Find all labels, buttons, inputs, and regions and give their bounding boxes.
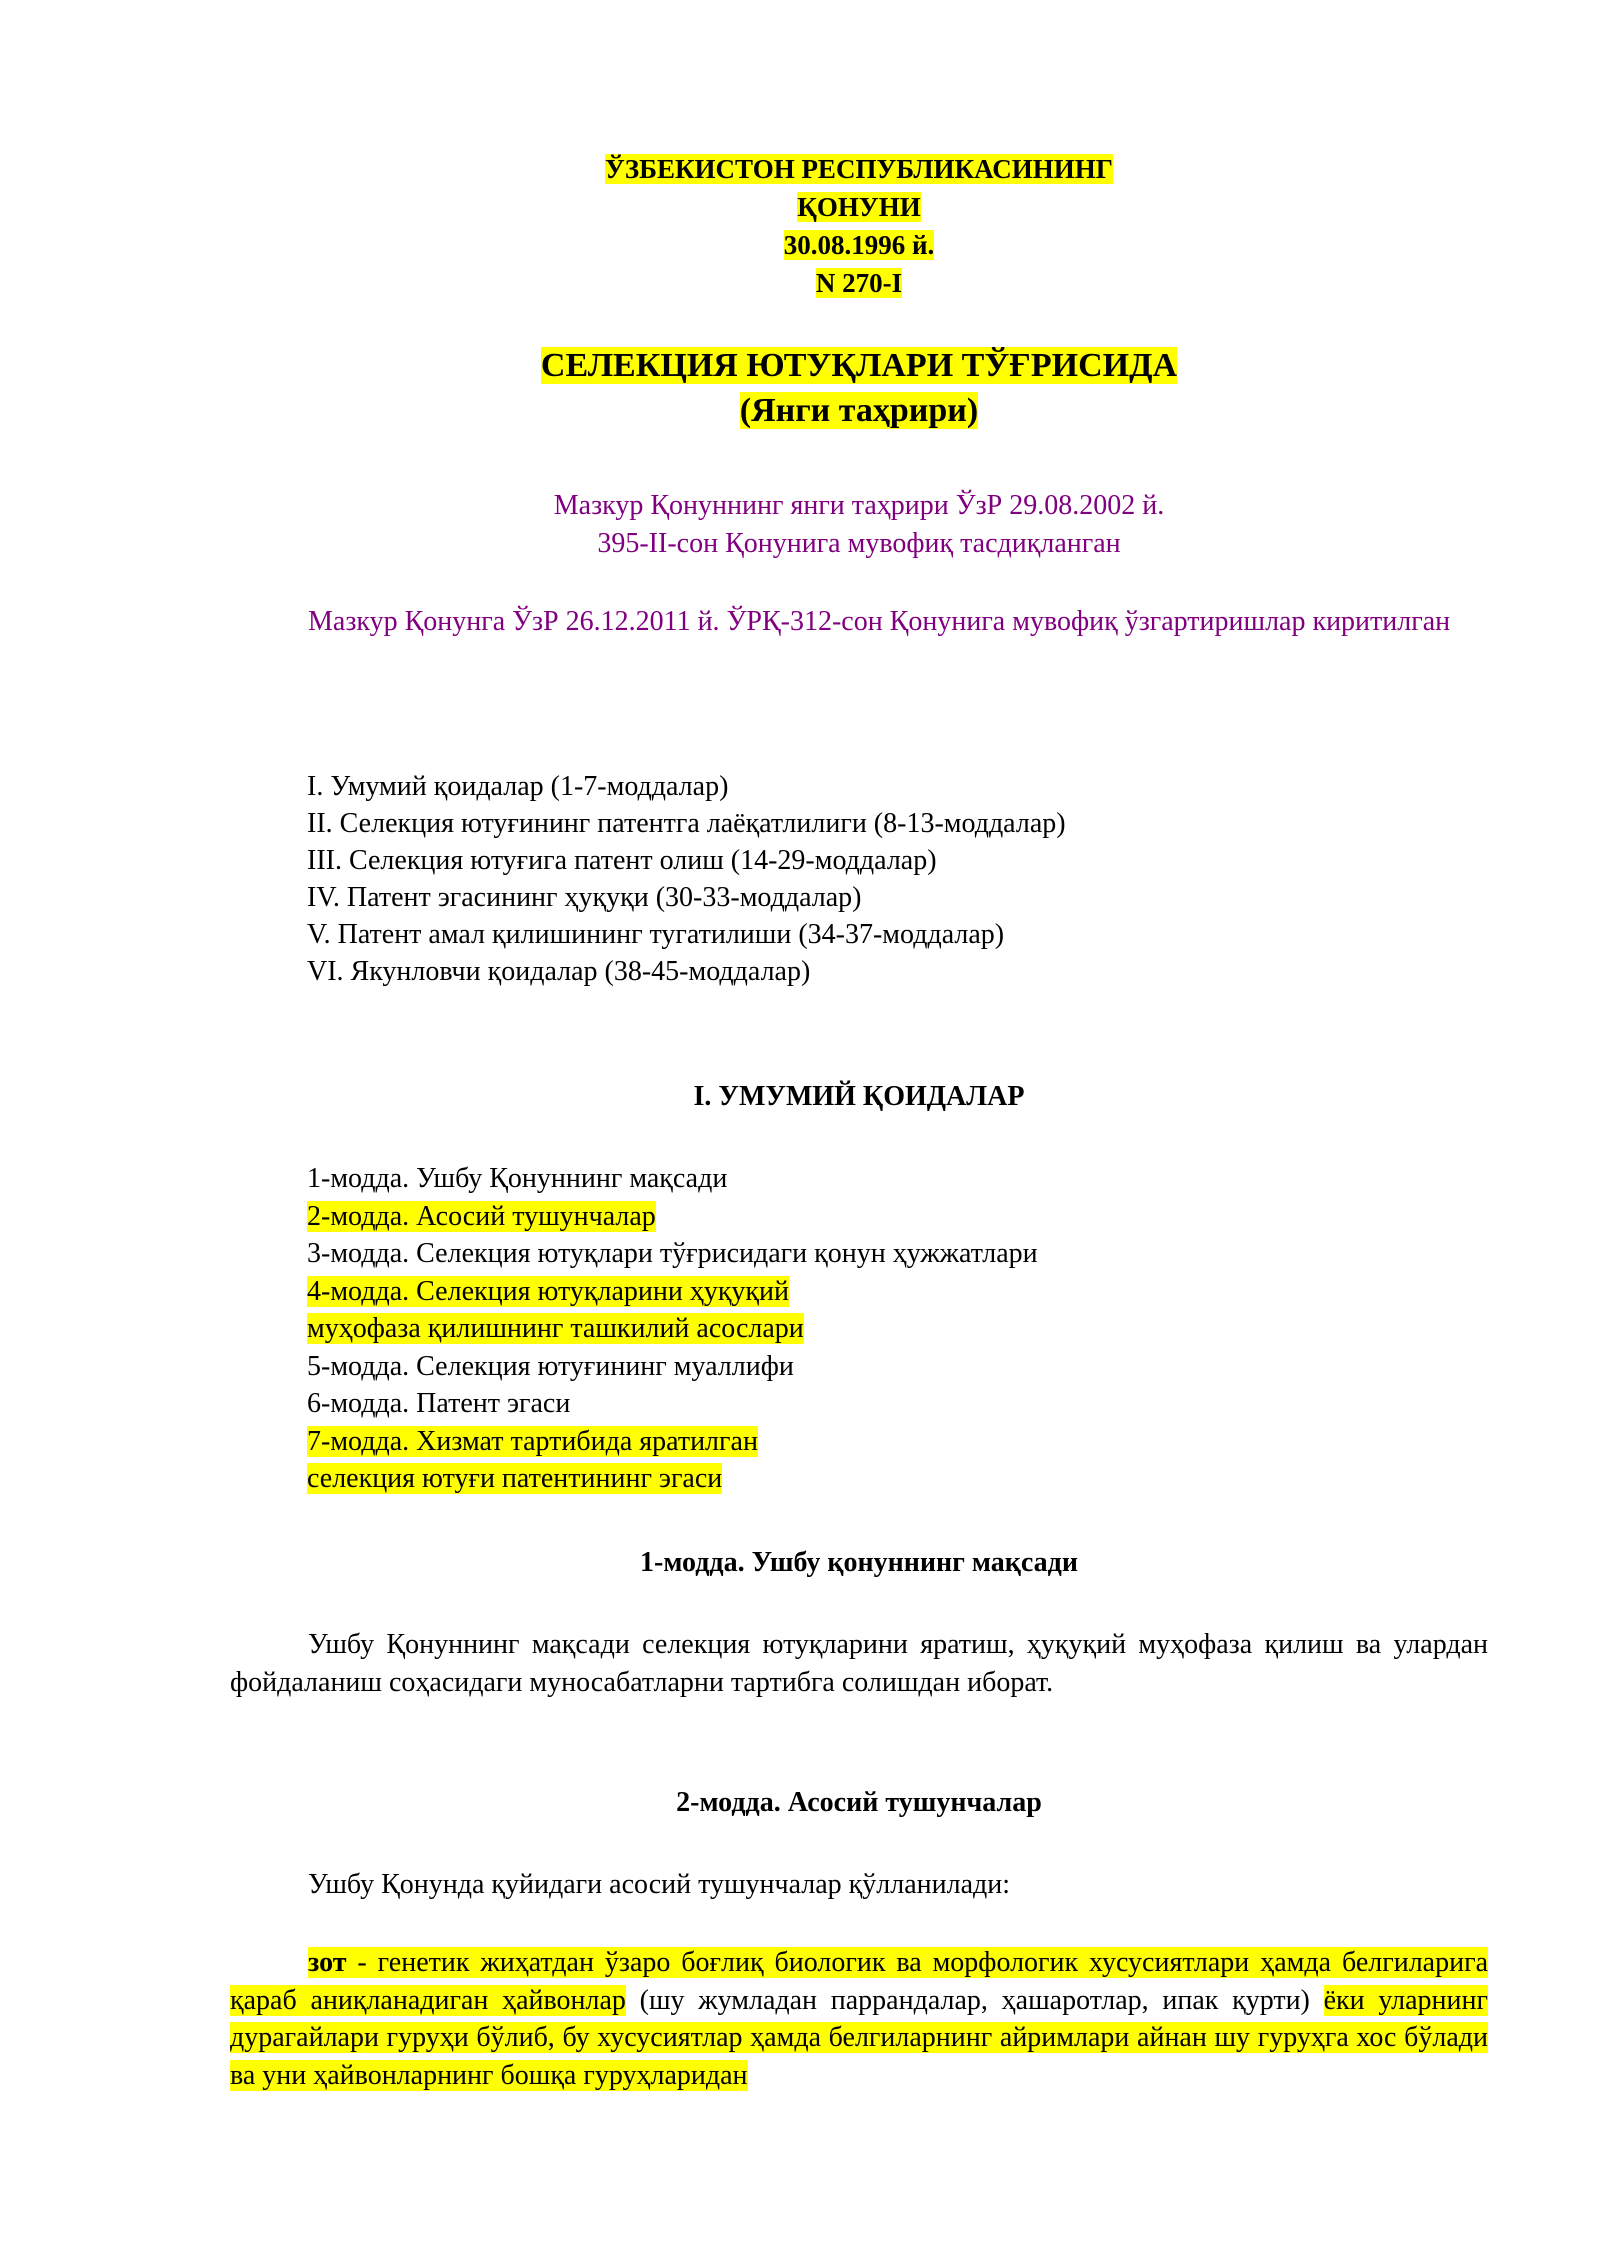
toc-item: I. Умумий қоидалар (1-7-моддалар) <box>307 771 729 802</box>
definition-zot <box>230 1944 1488 2094</box>
definition-text-part3: ёки уларнинг дурагайлари гуруҳи бўлиб, бу хусусиятлар ҳамда белгиларнинг айримлари айнан шу гуруҳга хос бўлади ва уни ҳайвонларнинг бошқа гуруҳларидан <box>230 1984 1488 2091</box>
article2-heading: 2-модда. Асосий тушунчалар <box>676 1787 1042 1818</box>
toc-item: VI. Якунловчи қоидалар (38-45-моддалар) <box>307 956 811 987</box>
toc-item: II. Селекция ютуғининг патентга лаёқатлилиги (8-13-моддалар) <box>307 808 1066 839</box>
header-line2: ҚОНУНИ <box>797 192 921 222</box>
definition-text-part2: (шу жумладан паррандалар, ҳашаротлар, ипак қурти) <box>625 1984 1324 2016</box>
article-list-item: муҳофаза қилишнинг ташкилий асослари <box>307 1313 804 1344</box>
article-list-item: 2-модда. Асосий тушунчалар <box>307 1200 656 1232</box>
definition-text-part1: - генетик жиҳатдан ўзаро боғлиқ биологик ва морфологик хусусиятлари ҳамда белгиларига қараб аниқланадиган ҳайвонлар <box>230 1947 1488 2016</box>
law-title <box>230 343 1488 433</box>
toc-item: IV. Патент эгасининг ҳуқуқи (30-33-моддалар) <box>307 882 862 913</box>
definition-term: зот <box>308 1947 347 1978</box>
article1-heading: 1-модда. Ушбу қонуннинг мақсади <box>640 1547 1078 1578</box>
article-list-item: 4-модда. Селекция ютуқларини ҳуқуқий <box>307 1275 790 1307</box>
header-date: 30.08.1996 й. <box>783 230 935 260</box>
toc-item: III. Селекция ютуғига патент олиш (14-29-моддалар) <box>307 845 937 876</box>
article-list-item: 5-модда. Селекция ютуғининг муаллифи <box>307 1350 794 1382</box>
revision-note <box>230 487 1488 563</box>
header-number: N 270-I <box>815 268 903 298</box>
article2-intro: Ушбу Қонунда қуйидаги асосий тушунчалар қўлланилади: <box>308 1869 1011 1900</box>
law-header <box>230 150 1488 302</box>
article-list-item: 7-модда. Хизмат тартибида яратилган <box>307 1425 758 1457</box>
revision-note-line2: 395-II-сон Қонунига мувофиқ тасдиқланган <box>597 528 1121 559</box>
title-main: СЕЛЕКЦИЯ ЮТУҚЛАРИ ТЎҒРИСИДА <box>540 347 1178 384</box>
article-list-item: 3-модда. Селекция ютуқлари тўғрисидаги қонун ҳужжатлари <box>307 1238 1038 1269</box>
article-list <box>307 1160 1038 1498</box>
article-list-item: 6-модда. Патент эгаси <box>307 1388 571 1419</box>
header-line1: ЎЗБЕКИСТОН РЕСПУБЛИКАСИНИНГ <box>605 154 1113 184</box>
title-sub: (Янги таҳрири) <box>739 392 979 429</box>
article-list-item: 1-модда. Ушбу Қонуннинг мақсади <box>307 1163 728 1194</box>
revision-note-line1: Мазкур Қонуннинг янги таҳрири ЎзР 29.08.2002 й. <box>553 490 1165 521</box>
toc-item: V. Патент амал қилишининг тугатилиши (34-37-моддалар) <box>307 919 1005 950</box>
amendment-note: Мазкур Қонунга ЎзР 26.12.2011 й. ЎРҚ-312-сон Қонунига мувофиқ ўзгартиришлар киритилган <box>308 606 1451 637</box>
article-list-item: селекция ютуғи патентининг эгаси <box>307 1463 723 1494</box>
table-of-contents <box>307 768 1066 990</box>
chapter-title: I. УМУМИЙ ҚОИДАЛАР <box>693 1081 1025 1112</box>
article1-text: Ушбу Қонуннинг мақсади селекция ютуқларини яратиш, ҳуқуқий муҳофаза қилиш ва улардан фойдаланиш соҳасидаги муносабатларни тартибга солишдан иборат. <box>230 1629 1488 1698</box>
